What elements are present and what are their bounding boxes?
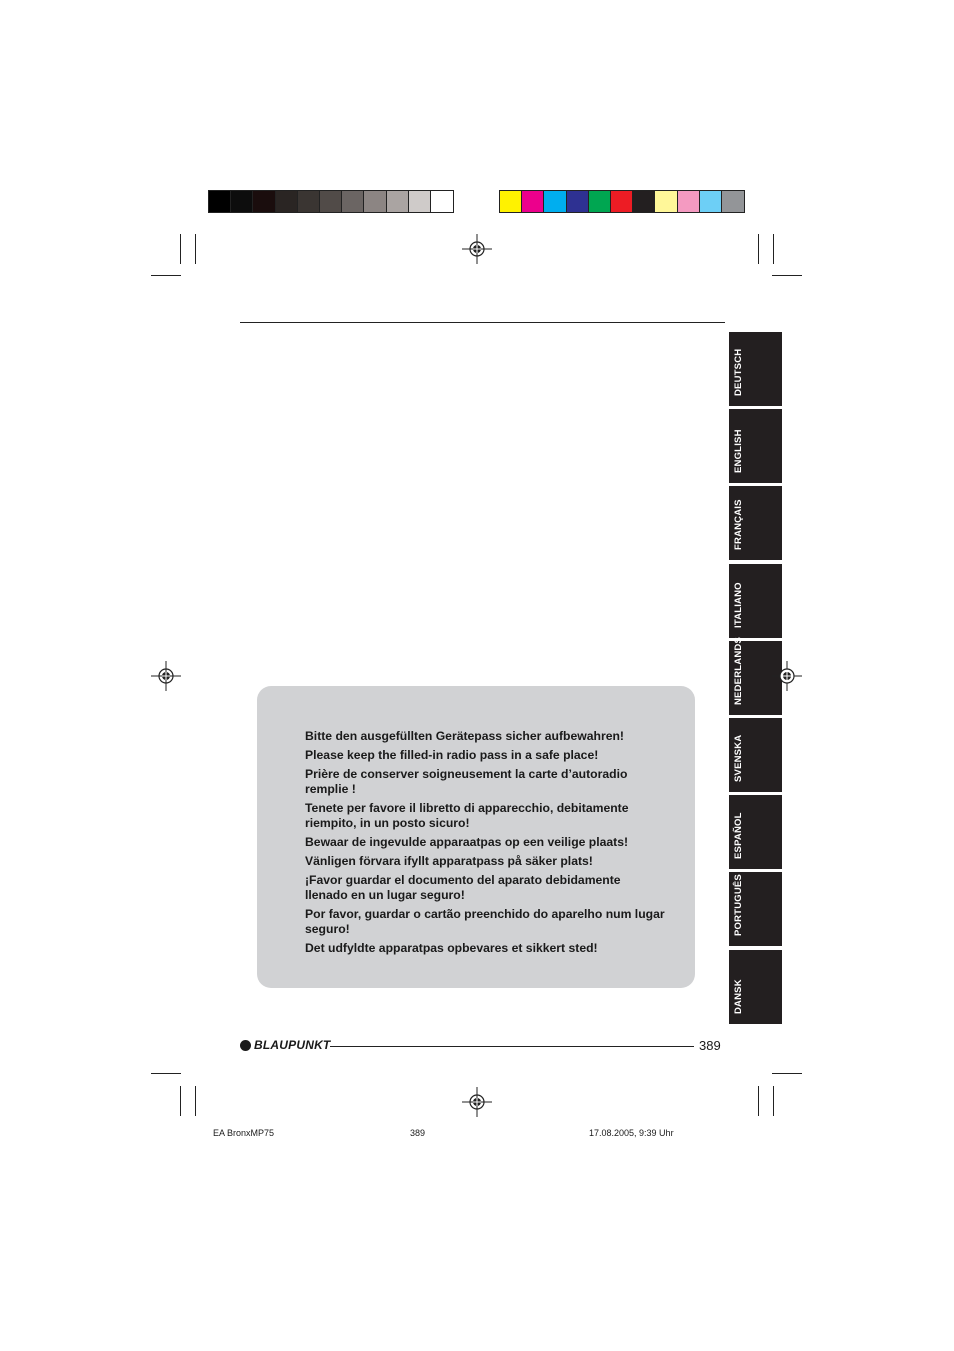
process-color-bar: [499, 190, 745, 213]
slug-page: 389: [410, 1128, 426, 1138]
color-swatch: [678, 191, 700, 212]
registration-mark-icon: [462, 1087, 492, 1117]
color-swatch: [209, 191, 231, 212]
color-swatch: [722, 191, 744, 212]
crop-mark: [772, 1073, 802, 1074]
color-swatch: [500, 191, 522, 212]
brand-dot-icon: [240, 1040, 251, 1051]
crop-mark: [758, 1086, 759, 1116]
crop-mark: [195, 234, 196, 264]
language-tab-english[interactable]: [729, 409, 782, 483]
notice-line: Prière de conserver soigneusement la carte d’autoradio remplie !: [305, 767, 628, 796]
color-swatch: [700, 191, 722, 212]
crop-mark: [151, 275, 181, 276]
language-tab-español[interactable]: [729, 795, 782, 869]
color-swatch: [633, 191, 655, 212]
language-tab-português[interactable]: [729, 872, 782, 946]
language-tab-label: ENGLISH: [733, 429, 744, 474]
language-tab-label: NEDERLANDS: [733, 636, 744, 705]
registration-mark-icon: [462, 234, 492, 264]
language-tab-label: ESPAÑOL: [733, 812, 744, 860]
grayscale-color-bar: [208, 190, 454, 213]
color-swatch: [567, 191, 589, 212]
color-swatch: [342, 191, 364, 212]
notice-line: Bewaar de ingevulde apparaatpas op een veilige plaats!: [305, 835, 629, 849]
crop-mark: [758, 234, 759, 264]
header-rule: [240, 322, 725, 323]
language-tab-label: SVENSKA: [733, 734, 744, 782]
crop-mark: [180, 1086, 181, 1116]
notice-list: [305, 729, 665, 960]
crop-mark: [195, 1086, 196, 1116]
language-tab-dansk[interactable]: [729, 950, 782, 1024]
color-swatch: [611, 191, 633, 212]
language-tab-italiano[interactable]: [729, 564, 782, 638]
language-tab-label: DEUTSCH: [733, 348, 744, 396]
notice-line: Vänligen förvara ifyllt apparatpass på säker plats!: [305, 854, 593, 868]
notice-line: Bitte den ausgefüllten Gerätepass sicher aufbewahren!: [305, 729, 624, 743]
language-tab-label: DANSK: [733, 978, 744, 1014]
notice-line: Tenete per favore il libretto di apparecchio, debitamente riempito, in un posto sicuro!: [305, 801, 629, 830]
crop-mark: [151, 1073, 181, 1074]
notice-line: Det udfyldte apparatpas opbevares et sikkert sted!: [305, 941, 598, 955]
language-tab-label: ITALIANO: [733, 581, 744, 628]
color-swatch: [276, 191, 298, 212]
language-tab-deutsch[interactable]: [729, 332, 782, 406]
notice-line: ¡Favor guardar el documento del aparato debidamente llenado en un lugar seguro!: [305, 873, 621, 902]
crop-mark: [773, 234, 774, 264]
crop-mark: [773, 1086, 774, 1116]
brand-name: BLAUPUNKT: [254, 1038, 331, 1052]
color-swatch: [387, 191, 409, 212]
color-swatch: [253, 191, 275, 212]
color-swatch: [544, 191, 566, 212]
color-swatch: [655, 191, 677, 212]
color-swatch: [589, 191, 611, 212]
radio-pass-notice: [257, 686, 695, 988]
notice-line: Please keep the filled-in radio pass in a safe place!: [305, 748, 599, 762]
color-swatch: [431, 191, 453, 212]
language-tab-label: FRANÇAIS: [733, 499, 744, 551]
page-number: 389: [699, 1038, 721, 1053]
color-swatch: [409, 191, 431, 212]
language-tab-français[interactable]: [729, 486, 782, 560]
crop-mark: [772, 275, 802, 276]
color-swatch: [320, 191, 342, 212]
color-swatch: [522, 191, 544, 212]
slug-date: 17.08.2005, 9:39 Uhr: [589, 1128, 674, 1138]
crop-mark: [180, 234, 181, 264]
registration-mark-icon: [772, 661, 802, 691]
color-swatch: [298, 191, 320, 212]
color-swatch: [231, 191, 253, 212]
notice-line: Por favor, guardar o cartão preenchido do aparelho num lugar seguro!: [305, 907, 665, 936]
registration-mark-icon: [151, 661, 181, 691]
language-tab-label: PORTUGUÊS: [733, 874, 744, 937]
language-tab-svenska[interactable]: [729, 718, 782, 792]
color-swatch: [364, 191, 386, 212]
slug-file: EA BronxMP75: [213, 1128, 275, 1138]
brand-logo: [240, 1038, 330, 1052]
footer-rule: [330, 1046, 694, 1047]
